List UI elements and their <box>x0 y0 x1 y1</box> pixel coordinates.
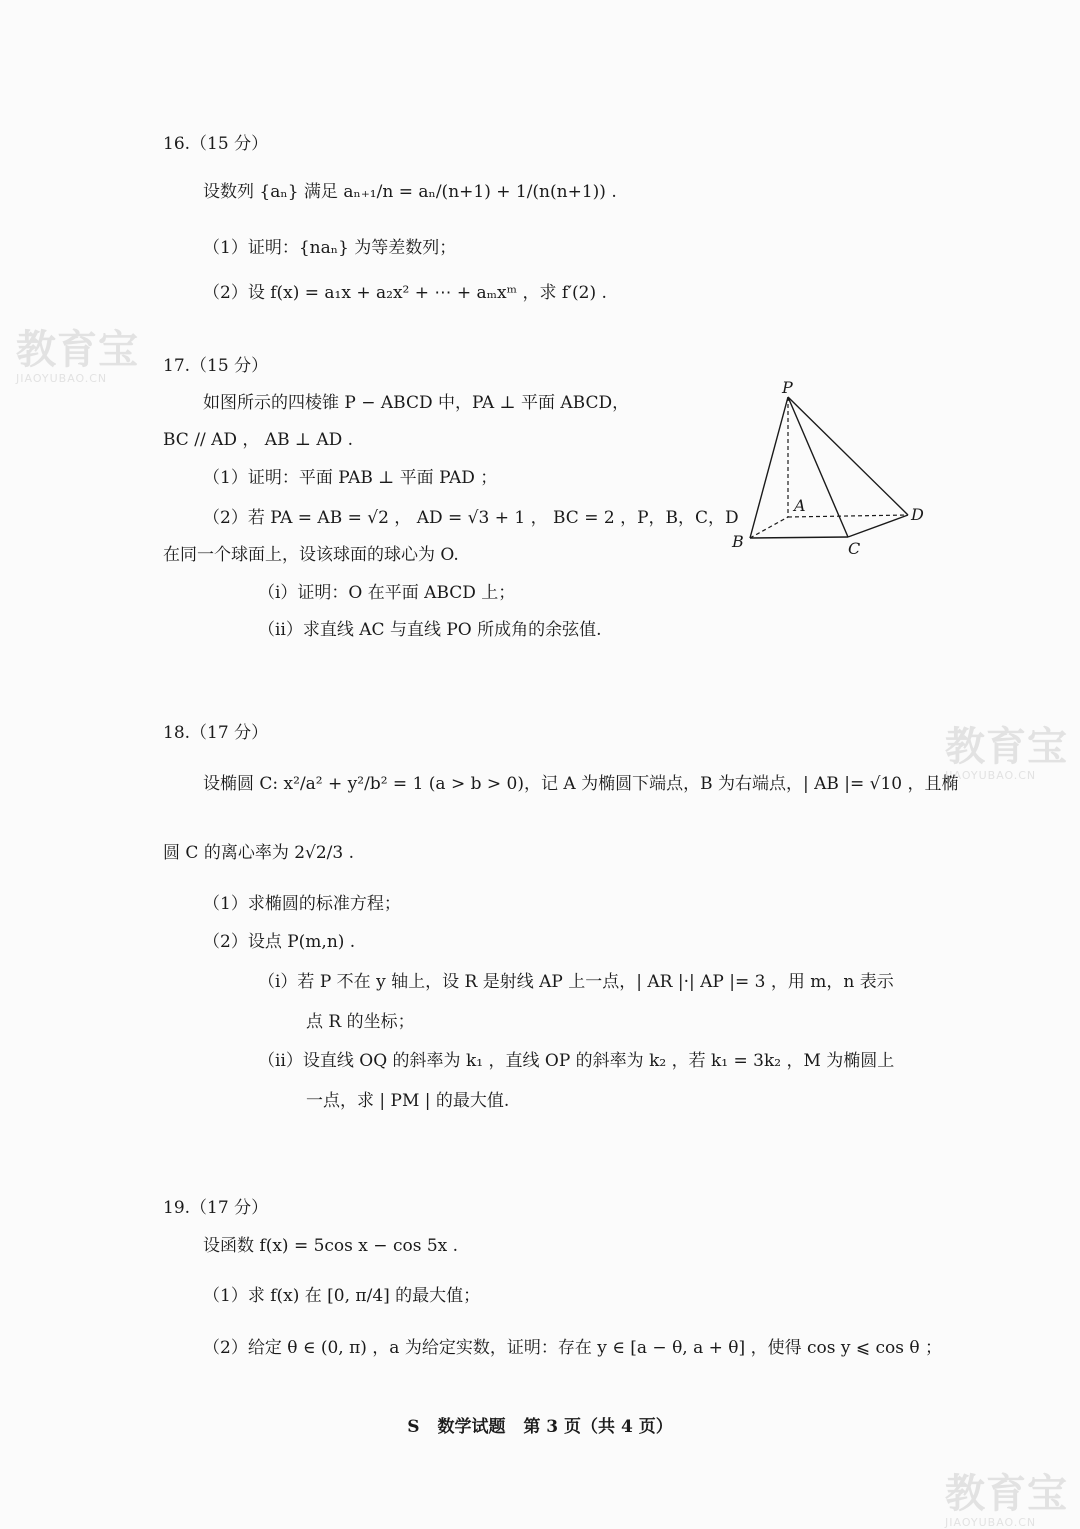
footer-mark: S <box>407 1417 420 1437</box>
q18-heading: 18.（17 分） <box>163 723 269 743</box>
watermark-cn: 教育宝 <box>945 1471 1068 1517</box>
footer-title: 数学试题 <box>437 1417 506 1437</box>
label-C: C <box>848 539 861 558</box>
q16-part1: （1）证明：{naₙ} 为等差数列； <box>203 238 457 258</box>
edge-CD <box>848 515 908 537</box>
watermark-left <box>16 327 139 385</box>
footer-page: 第 3 页（共 4 页） <box>523 1417 673 1437</box>
q17-stem-line2: BC // AD ， AB ⊥ AD . <box>163 430 354 450</box>
q17-part2-i: （ⅰ）证明：O 在平面 ABCD 上； <box>258 583 516 603</box>
label-A: A <box>794 496 806 515</box>
q17-heading: 17.（15 分） <box>163 356 269 376</box>
q17-stem-line1: 如图所示的四棱锥 P − ABCD 中，PA ⊥ 平面 ABCD， <box>203 393 630 413</box>
edge-AD <box>788 515 908 517</box>
watermark-right-bottom <box>945 1471 1068 1529</box>
q18-part2-ii-line2: 一点，求 | PM | 的最大值. <box>306 1091 510 1111</box>
edge-BC <box>750 537 848 538</box>
q16-heading: 16.（15 分） <box>163 134 269 154</box>
edge-PD <box>788 397 908 515</box>
q18-part1: （1）求椭圆的标准方程； <box>203 894 401 914</box>
watermark-en: JIAOYUBAO.CN <box>16 372 108 385</box>
q19-part1: （1）求 f(x) 在 [0, π/4] 的最大值； <box>203 1286 481 1306</box>
q17-part2-line2: 在同一个球面上，设该球面的球心为 O. <box>163 545 459 565</box>
label-P: P <box>782 378 793 397</box>
q17-part2-ii: （ⅱ）求直线 AC 与直线 PO 所成角的余弦值. <box>258 620 602 640</box>
pyramid-figure <box>730 275 940 565</box>
q17-part2-line1: （2）若 PA = AB = √2 ， AD = √3 + 1 ， BC = 2 ，P，B，C，D <box>203 508 739 528</box>
q19-stem: 设函数 f(x) = 5cos x − cos 5x . <box>203 1236 459 1256</box>
q18-stem-line1: 设椭圆 C: x²/a² + y²/b² = 1 (a > b > 0)，记 A 为椭圆下端点，B 为右端点，| AB |= √10 ，且椭 <box>203 774 959 794</box>
watermark-en: JIAOYUBAO.CN <box>945 1516 1037 1529</box>
q16-part2: （2）设 f(x) = a₁x + a₂x² + ⋯ + aₘxᵐ ，求 f′(2) . <box>203 283 607 303</box>
q18-part2-i-line2: 点 R 的坐标； <box>306 1012 415 1032</box>
page-footer <box>0 1412 1080 1437</box>
q17-part1: （1）证明：平面 PAB ⊥ 平面 PAD ； <box>203 468 498 488</box>
watermark-cn: 教育宝 <box>16 327 139 373</box>
q18-part2: （2）设点 P(m,n) . <box>203 932 356 952</box>
watermark-en: JIAOYUBAO.CN <box>945 769 1037 782</box>
q19-heading: 19.（17 分） <box>163 1198 269 1218</box>
q19-part2: （2）给定 θ ∈ (0, π) ，a 为给定实数，证明：存在 y ∈ [a − θ, a + θ] ，使得 cos y ⩽ cos θ ； <box>203 1338 943 1358</box>
label-D: D <box>911 505 924 524</box>
watermark-right-mid <box>945 724 1068 782</box>
watermark-cn: 教育宝 <box>945 724 1068 770</box>
q16-stem: 设数列 {aₙ} 满足 aₙ₊₁/n = aₙ/(n+1) + 1/(n(n+1)) . <box>203 182 617 202</box>
q18-stem-line2: 圆 C 的离心率为 2√2/3 . <box>163 843 355 863</box>
edge-AB <box>750 517 788 538</box>
edge-PB <box>750 397 788 538</box>
q18-part2-ii-line1: （ⅱ）设直线 OQ 的斜率为 k₁ ，直线 OP 的斜率为 k₂ ，若 k₁ = 3k₂ ，M 为椭圆上 <box>258 1051 895 1071</box>
q18-part2-i-line1: （ⅰ）若 P 不在 y 轴上，设 R 是射线 AP 上一点，| AR |·| AP |= 3 ，用 m，n 表示 <box>258 972 894 992</box>
label-B: B <box>732 532 744 551</box>
